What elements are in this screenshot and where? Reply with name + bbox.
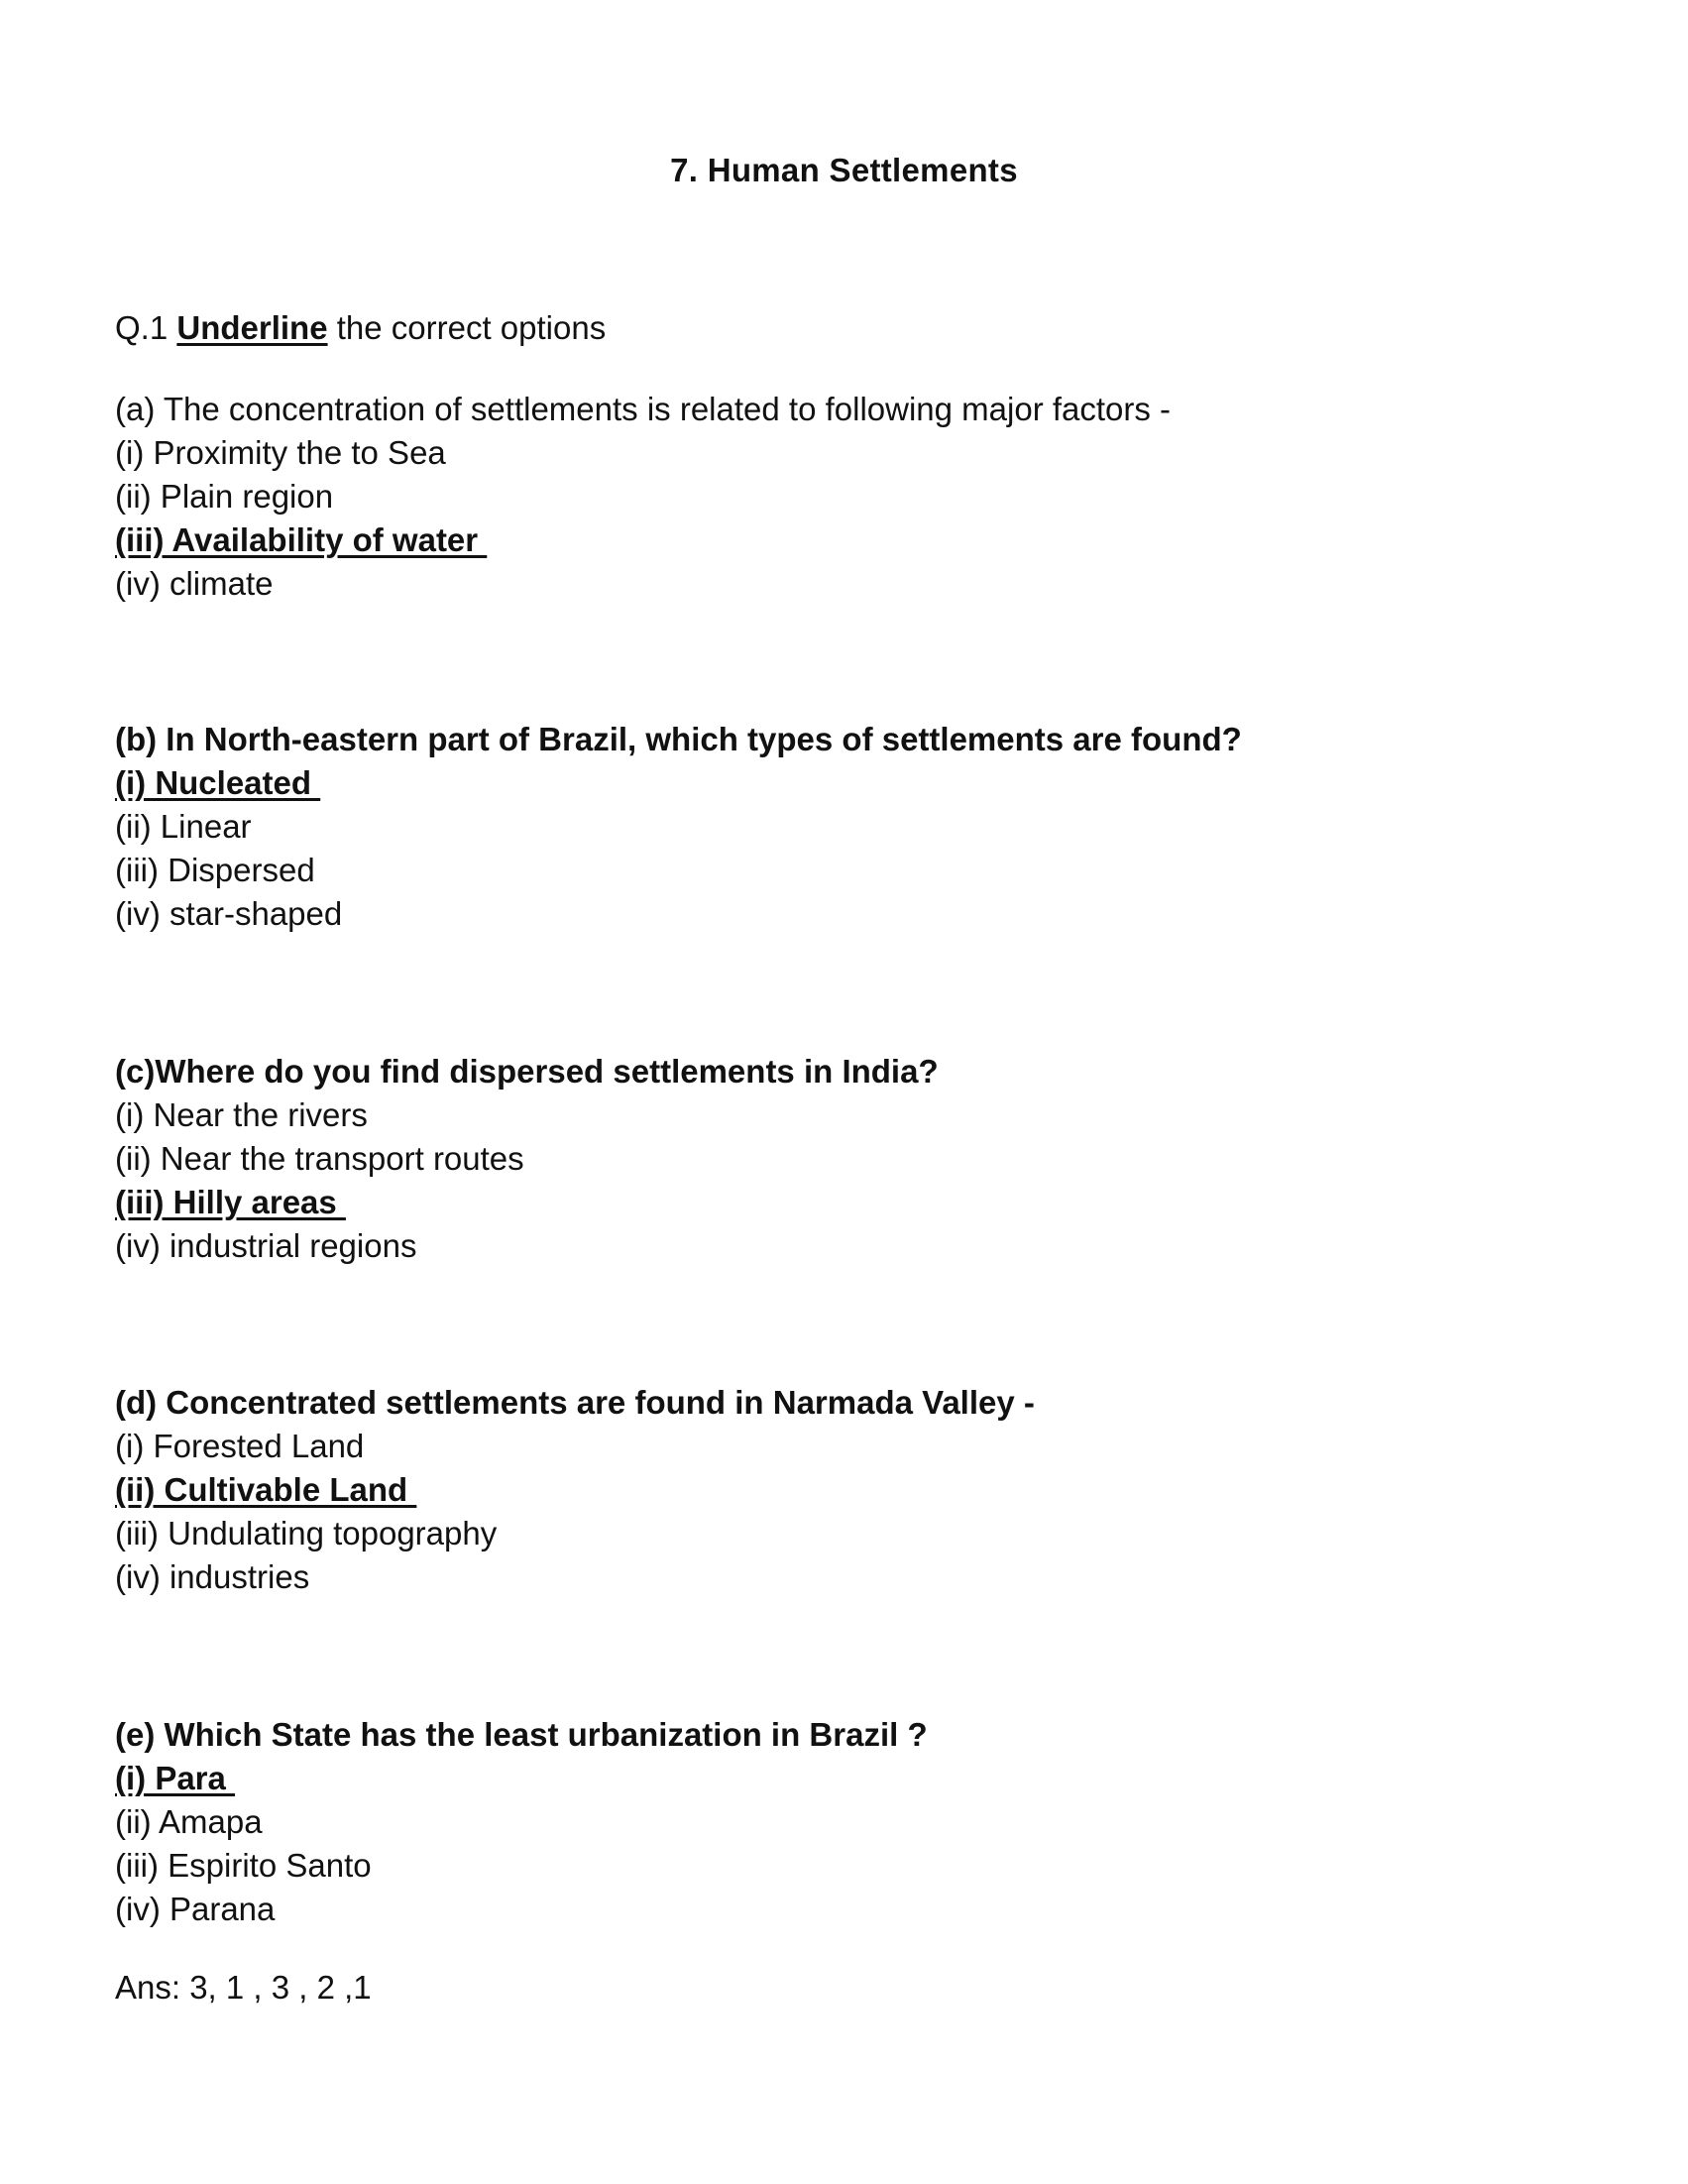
instruction-suffix: the correct options [327, 309, 607, 346]
option-e-iii: (iii) Espirito Santo [115, 1847, 372, 1884]
question-e [115, 1713, 928, 1931]
option-a-i: (i) Proximity the to Sea [115, 434, 446, 471]
option-c-ii: (ii) Near the transport routes [115, 1140, 524, 1177]
question-a-text: (a) The concentration of settlements is related to following major factors - [115, 391, 1172, 427]
option-c-i: (i) Near the rivers [115, 1096, 368, 1133]
option-a-iii-correct: (iii) Availability of water [115, 521, 488, 558]
option-d-ii-correct: (ii) Cultivable Land [115, 1471, 417, 1508]
option-b-ii: (ii) Linear [115, 808, 252, 845]
option-e-ii: (ii) Amapa [115, 1803, 263, 1840]
option-b-iii: (iii) Dispersed [115, 852, 315, 888]
question-e-text: (e) Which State has the least urbanization in Brazil ? [115, 1716, 928, 1753]
question-instruction [115, 306, 606, 350]
option-d-iii: (iii) Undulating topography [115, 1515, 498, 1552]
option-b-i-correct: (i) Nucleated [115, 764, 321, 801]
question-d [115, 1381, 1035, 1599]
option-d-iv: (iv) industries [115, 1558, 310, 1595]
question-b-text: (b) In North-eastern part of Brazil, which types of settlements are found? [115, 721, 1242, 757]
option-a-iv: (iv) climate [115, 565, 274, 602]
option-a-ii: (ii) Plain region [115, 478, 334, 515]
question-d-text: (d) Concentrated settlements are found in Narmada Valley - [115, 1384, 1035, 1421]
instruction-emphasis: Underline [176, 309, 328, 346]
option-b-iv: (iv) star-shaped [115, 895, 343, 932]
option-d-i: (i) Forested Land [115, 1428, 365, 1464]
page-title: 7. Human Settlements [670, 152, 1018, 188]
answer-key: Ans: 3, 1 , 3 , 2 ,1 [115, 1969, 372, 2006]
question-c-text: (c)Where do you find dispersed settlements in India? [115, 1053, 939, 1090]
question-c [115, 1050, 939, 1268]
instruction-prefix: Q.1 [115, 309, 177, 346]
question-b [115, 718, 1242, 936]
question-a [115, 388, 1171, 606]
option-e-i-correct: (i) Para [115, 1760, 236, 1796]
option-e-iv: (iv) Parana [115, 1891, 276, 1927]
option-c-iii-correct: (iii) Hilly areas [115, 1184, 346, 1220]
option-c-iv: (iv) industrial regions [115, 1227, 417, 1264]
